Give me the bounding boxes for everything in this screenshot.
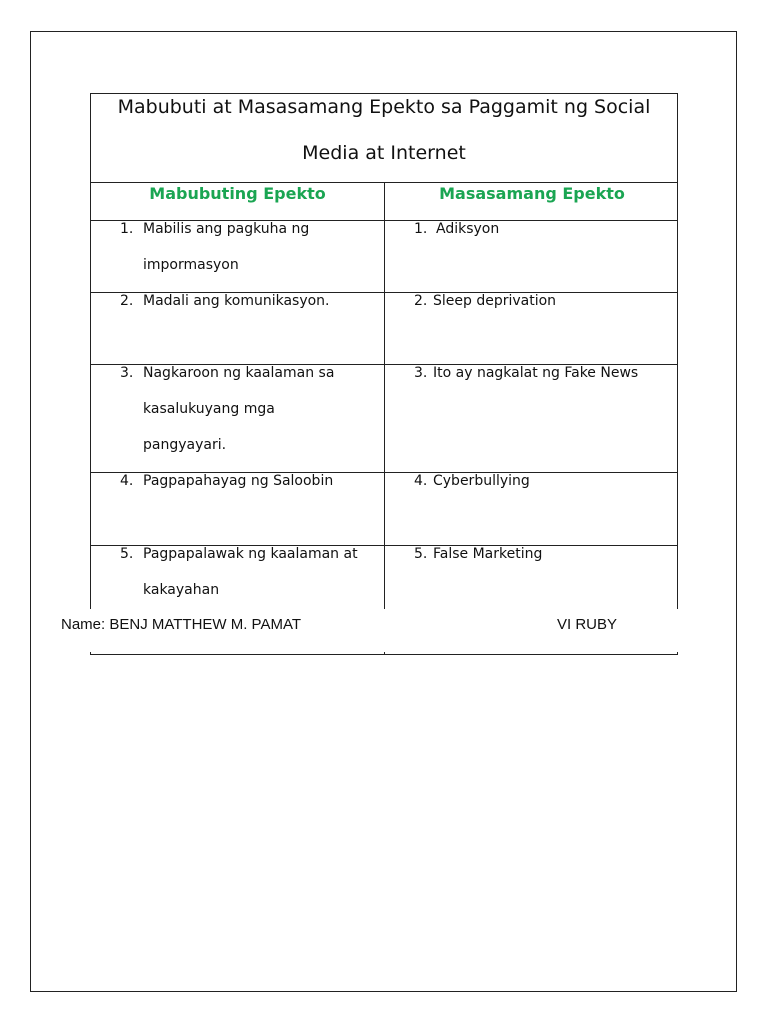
table-row-bad-5 <box>414 536 676 572</box>
table-title-line2: Media at Internet <box>302 142 466 164</box>
column-divider <box>384 182 385 654</box>
item-text: Madali ang komunikasyon. <box>143 293 330 309</box>
item-text: False Marketing <box>433 546 543 562</box>
item-text: Pagpapalawak ng kaalaman at <box>143 546 358 562</box>
item-number: 5. <box>120 546 134 562</box>
item-number: 4. <box>120 473 134 489</box>
item-text: Pagpapahayag ng Saloobin <box>143 473 334 489</box>
item-text: Cyberbullying <box>433 473 530 489</box>
table-title <box>91 93 677 182</box>
table-row-bad-1 <box>414 211 676 247</box>
item-text: pangyayari. <box>143 437 227 453</box>
student-name: Name: BENJ MATTHEW M. PAMAT <box>61 616 302 633</box>
table-row-bad-3 <box>414 355 676 391</box>
item-number: 3. <box>120 365 134 381</box>
effects-table <box>90 93 678 655</box>
item-number: 1. <box>120 221 134 237</box>
table-row-good-2 <box>120 283 382 319</box>
item-number: 4. <box>414 473 428 489</box>
header-good-effects: Mabubuting Epekto <box>149 184 326 203</box>
item-text: Ito ay nagkalat ng Fake News <box>433 365 639 381</box>
table-row-good-4 <box>120 463 382 499</box>
item-number: 2. <box>414 293 428 309</box>
table-row-good-1 <box>120 211 382 283</box>
item-text: Nagkaroon ng kaalaman sa <box>143 365 335 381</box>
item-text: kakayahan <box>143 582 220 598</box>
item-text: impormasyon <box>143 257 239 273</box>
item-number: 2. <box>120 293 134 309</box>
table-row-good-3 <box>120 355 382 463</box>
item-text: kasalukuyang mga <box>143 401 275 417</box>
item-number: 1. <box>414 221 428 237</box>
table-row-bad-4 <box>414 463 676 499</box>
table-row-bad-2 <box>414 283 676 319</box>
table-title-line1: Mabubuti at Masasamang Epekto sa Paggamit ng Social <box>117 96 651 118</box>
student-section: VI RUBY <box>557 616 618 633</box>
item-number: 3. <box>414 365 428 381</box>
item-text: Sleep deprivation <box>433 293 557 309</box>
item-number: 5. <box>414 546 428 562</box>
table-row-good-5 <box>120 536 382 608</box>
item-text: Mabilis ang pagkuha ng <box>143 221 310 237</box>
header-bad-effects: Masasamang Epekto <box>439 184 625 203</box>
item-text: Adiksyon <box>436 221 500 237</box>
